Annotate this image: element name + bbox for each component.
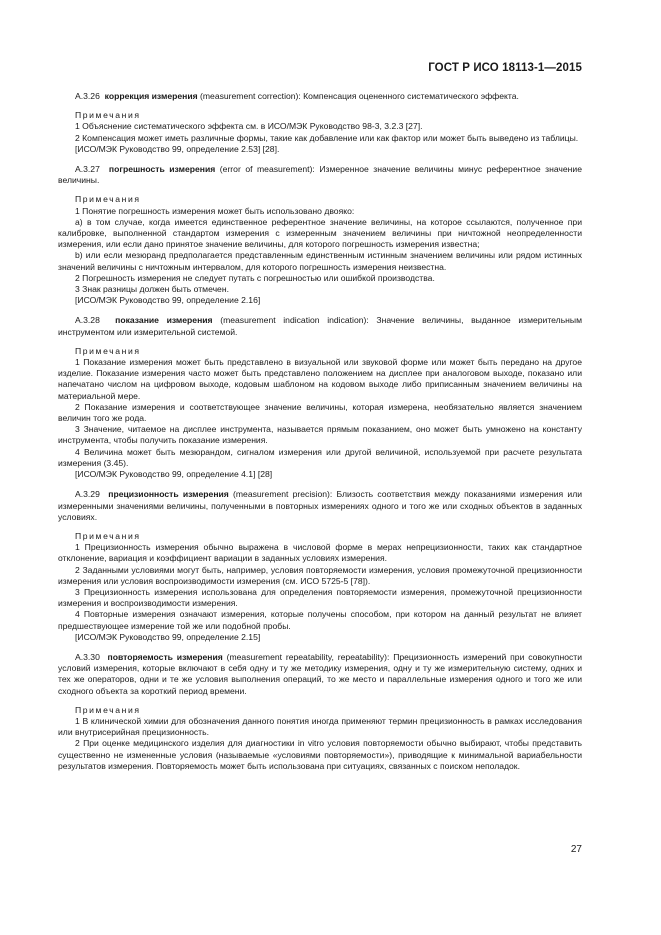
- entry-definition: (measurement precision): Близость соответствия между показаниями измерения или измеренными значениями величины, полученными в повторных измерениях одного и того же или сходных объектов в заданных условиях.: [58, 489, 583, 522]
- entry-number: А.3.26: [75, 91, 100, 101]
- entry-definition: (measurement repeatability, repeatability): Прецизионность измерений при совокупности условий измерения, которые включают в себя одну и ту же методику измерения, одну и ту же измерительную систему, одних и тех же операторов, одни и те же условия выполнения операций, то же место и параллельные измерения одного и того же или сходного объекта за короткий период времени.: [58, 651, 583, 696]
- document-id: ГОСТ Р ИСО 18113-1—2015: [428, 62, 582, 74]
- note: 2 Показание измерения и соответствующее значение величины, которая измерена, необязательно является значением величин того же рода.: [58, 401, 582, 424]
- note: 3 Прецизионность измерения использована для определения повторяемости измерения, промежуточной прецизионности измерения и воспроизводимости измерения.: [58, 586, 582, 609]
- page-content: [58, 91, 582, 772]
- entry-term: коррекция измерения: [104, 91, 198, 101]
- notes-heading: Примечания: [75, 530, 141, 541]
- notes-heading: Примечания: [75, 110, 141, 121]
- note: 1 Объяснение систематического эффекта см. в ИСО/МЭК Руководство 98-3, 3.2.3 [27].: [75, 121, 423, 132]
- entry-term: показание измерения: [115, 315, 213, 326]
- entry-number: А.3.27: [75, 164, 100, 175]
- note: 4 Величина может быть мезюрандом, сигналом измерения или другой величиной, используемой при расчете результата измерения (3.45).: [58, 446, 582, 468]
- entry-a3-28: [58, 315, 582, 337]
- note: 3 Значение, читаемое на дисплее инструмента, называется прямым показанием, оно может быть умножено на константу инструмента, чтобы получить показание измерения.: [58, 424, 582, 446]
- note-reference: [ИСО/МЭК Руководство 99, определение 2.15]: [75, 631, 261, 642]
- note: 1 Понятие погрешность измерения может быть использовано двояко:: [75, 205, 355, 216]
- note: а) в том случае, когда имеется единственное референтное значение величины, на которое ссылаются, полученное при калибровке, выполненной стандартом измерения с измеренным значением величины при ничтожной неопределенности измерения, или если дано принятое значение величины, для которого погрешность измерения известна;: [58, 216, 582, 250]
- notes-heading: Примечания: [75, 704, 141, 715]
- entry-term: погрешность измерения: [108, 164, 216, 175]
- note: 1 Прецизионность измерения обычно выражена в числовой форме в мерах непрецизионности, таких как стандартное отклонение, вариация и коэффициент вариации в заданных условиях измерения.: [58, 542, 582, 564]
- entry-a3-26: [58, 91, 582, 102]
- note-reference: [ИСО/МЭК Руководство 99, определение 2.53] [28].: [75, 143, 280, 154]
- notes-heading: Примечания: [75, 345, 141, 356]
- entry-definition: (measurement indication indication): Значение величины, выданное измерительным инструментом или измерительной системой.: [58, 315, 583, 337]
- entry-a3-30: [58, 652, 582, 697]
- entry-number: А.3.30: [75, 651, 100, 662]
- note: 1 Показание измерения может быть представлено в визуальной или звуковой форме или может быть передано на другое изделие. Показание измерения часто может быть представлено положением на дисплее при аналоговом выходе, показано или напечатано числом на цифровом выходе, кодовым шаблоном на кодовом выходе либо приписанным значением величины на материальной мере.: [58, 357, 582, 401]
- note: 2 Компенсация может иметь различные формы, такие как добавление или как фактор или может быть выведено из таблицы.: [75, 132, 579, 143]
- entry-number: А.3.28: [75, 315, 100, 326]
- note: 1 В клинической химии для обозначения данного понятия иногда применяют термин прецизионность в рамках исследования или внутрисерийная прецизионность.: [58, 715, 582, 738]
- entry-number: А.3.29: [75, 489, 100, 500]
- notes-heading: Примечания: [75, 194, 141, 205]
- note-reference: [ИСО/МЭК Руководство 99, определение 2.16]: [75, 295, 261, 306]
- note: 2 Погрешность измерения не следует путать с погрешностью или ошибкой производства.: [75, 272, 435, 283]
- entry-a3-29: [58, 489, 582, 523]
- note: b) или если мезюранд предполагается представленным единственным истинным значением величины или рядом истинных значений величины с ничтожным интервалом, для которого погрешность измерения неизвестна.: [58, 250, 582, 272]
- note-reference: [ИСО/МЭК Руководство 99, определение 4.1] [28]: [75, 469, 273, 480]
- entry-a3-27: [58, 164, 582, 186]
- entry-term: повторяемость измерения: [107, 651, 223, 662]
- page-number: 27: [570, 844, 582, 855]
- note: 2 При оценке медицинского изделия для диагностики in vitro условия повторяемости обычно выбирают, чтобы представить существенно не измененные условия (называемые «условиями повторяемости»), приводящие к минимальной вариабельности результатов измерения. Повторяемость может быть использована при ситуациях, связанных с поиском неполадок.: [58, 738, 582, 771]
- note: 4 Повторные измерения означают измерения, которые получены способом, при котором на данный результат не влияет предшествующее измерение той же или подобной пробы.: [58, 609, 582, 631]
- entry-term: прецизионность измерения: [108, 489, 229, 500]
- entry-definition: (error of measurement): Измеренное значение величины минус референтное значение величины.: [58, 164, 582, 186]
- note: 3 Знак разницы должен быть отмечен.: [75, 284, 229, 295]
- entry-definition: (measurement correction): Компенсация оцененного систематического эффекта.: [200, 91, 519, 101]
- note: 2 Заданными условиями могут быть, например, условия повторяемости измерения, условия промежуточной прецизионности измерения или условия воспроизводимости измерения (см. ИСО 5725-5 [78]).: [58, 564, 582, 586]
